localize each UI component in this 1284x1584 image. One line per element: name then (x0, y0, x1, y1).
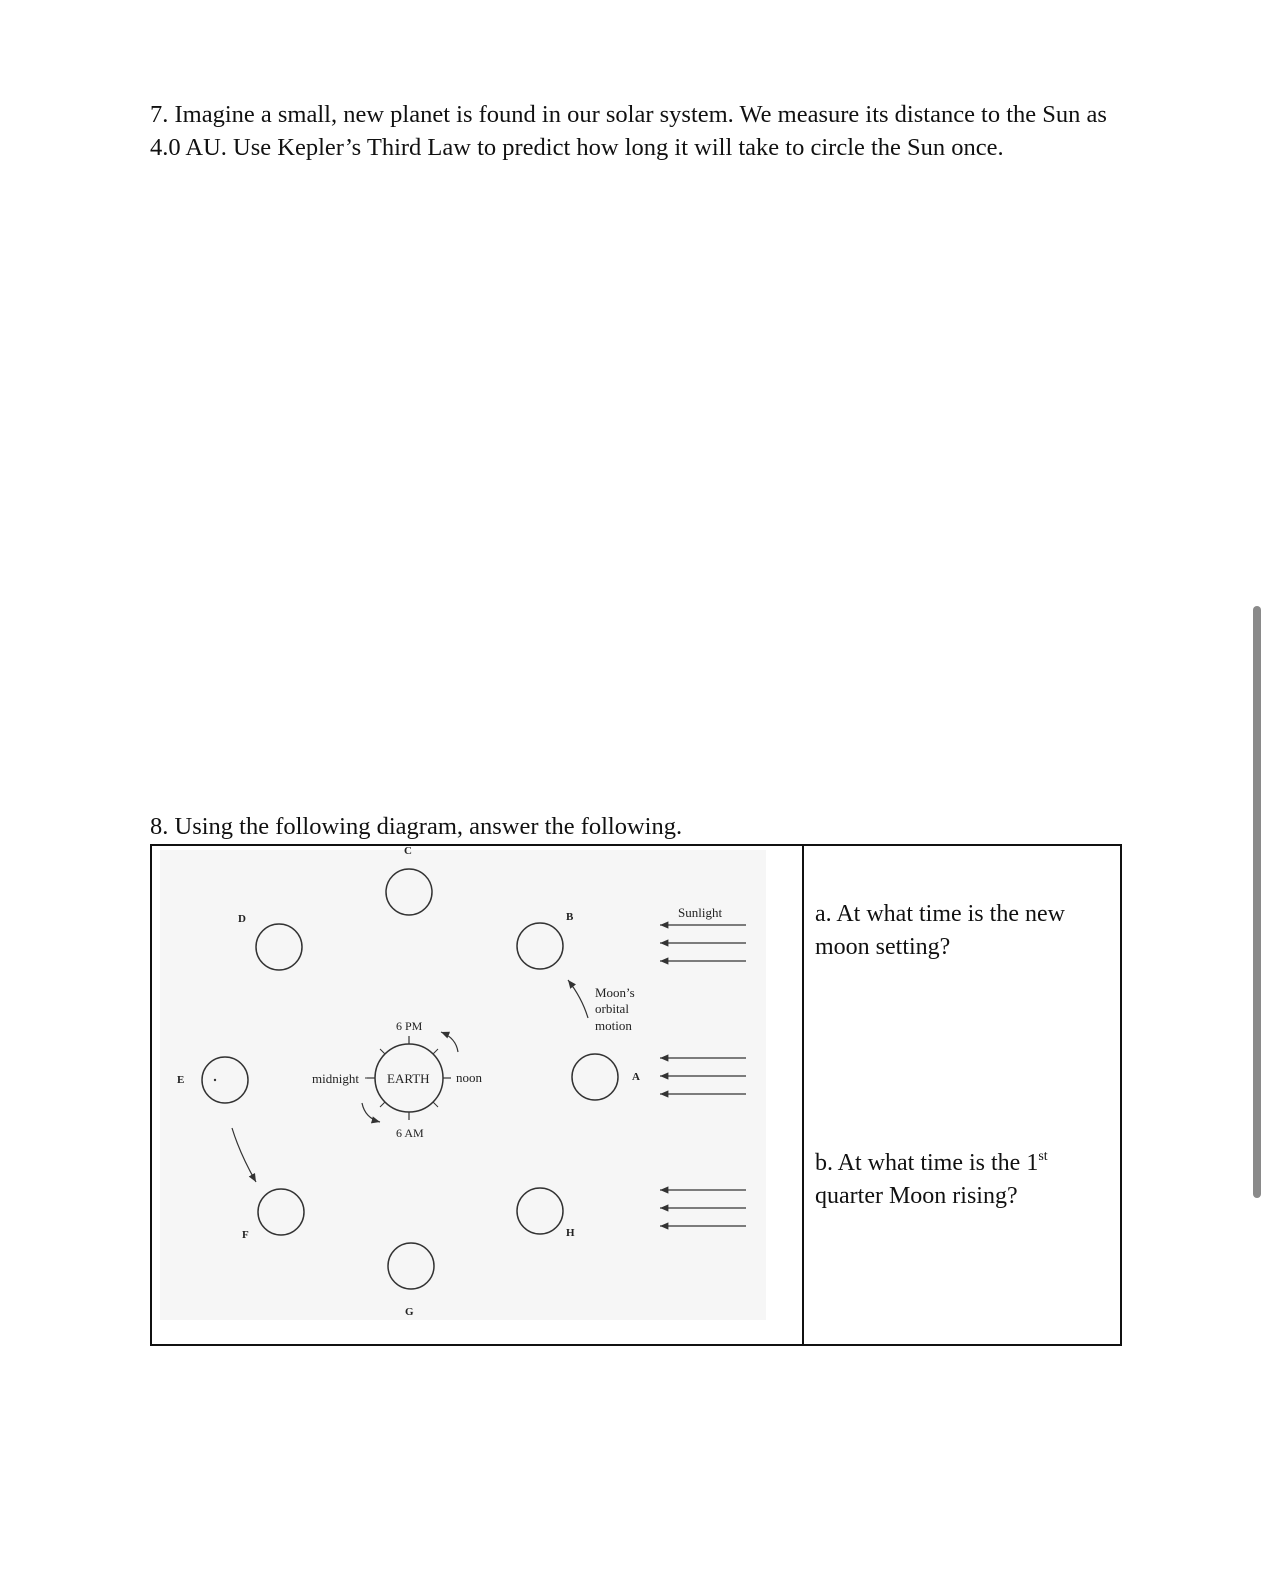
label-b: B (566, 911, 574, 923)
label-c: C (404, 845, 412, 857)
time-midnight: midnight (312, 1071, 359, 1086)
question-8b-superscript: st (1038, 1149, 1048, 1164)
moon-phase-diagram-background (160, 850, 766, 1320)
label-a: A (632, 1071, 640, 1083)
time-6am: 6 AM (396, 1126, 424, 1140)
question-8a-text: a. At what time is the new moon setting? (815, 901, 1065, 960)
label-d: D (238, 913, 246, 925)
question-7-text: 7. Imagine a small, new planet is found in our solar system. We measure its distance to the Sun as 4.0 AU. Use Kepler’s Third Law to predict how long it will take to circle the Sun once. (150, 101, 1107, 161)
question-8-text: 8. Using the following diagram, answer the following. (150, 813, 683, 840)
time-6pm: 6 PM (396, 1019, 423, 1033)
label-f: F (242, 1229, 249, 1241)
label-h: H (566, 1227, 575, 1239)
question-8b-part1: b. At what time is the 1 (815, 1150, 1039, 1176)
orbital-motion-line1: Moon’s (595, 985, 635, 1000)
vertical-scrollbar[interactable] (1253, 606, 1261, 1198)
orbital-motion-line2: orbital (595, 1001, 629, 1016)
question-8b-part2: quarter Moon rising? (815, 1183, 1018, 1209)
time-noon: noon (456, 1070, 482, 1085)
label-g: G (405, 1306, 414, 1318)
label-e: E (177, 1074, 185, 1086)
question-8b-text (815, 1147, 1105, 1213)
table-divider (802, 844, 804, 1346)
earth-label: EARTH (387, 1071, 430, 1086)
orbital-motion-line3: motion (595, 1018, 632, 1033)
sunlight-label: Sunlight (678, 905, 723, 920)
